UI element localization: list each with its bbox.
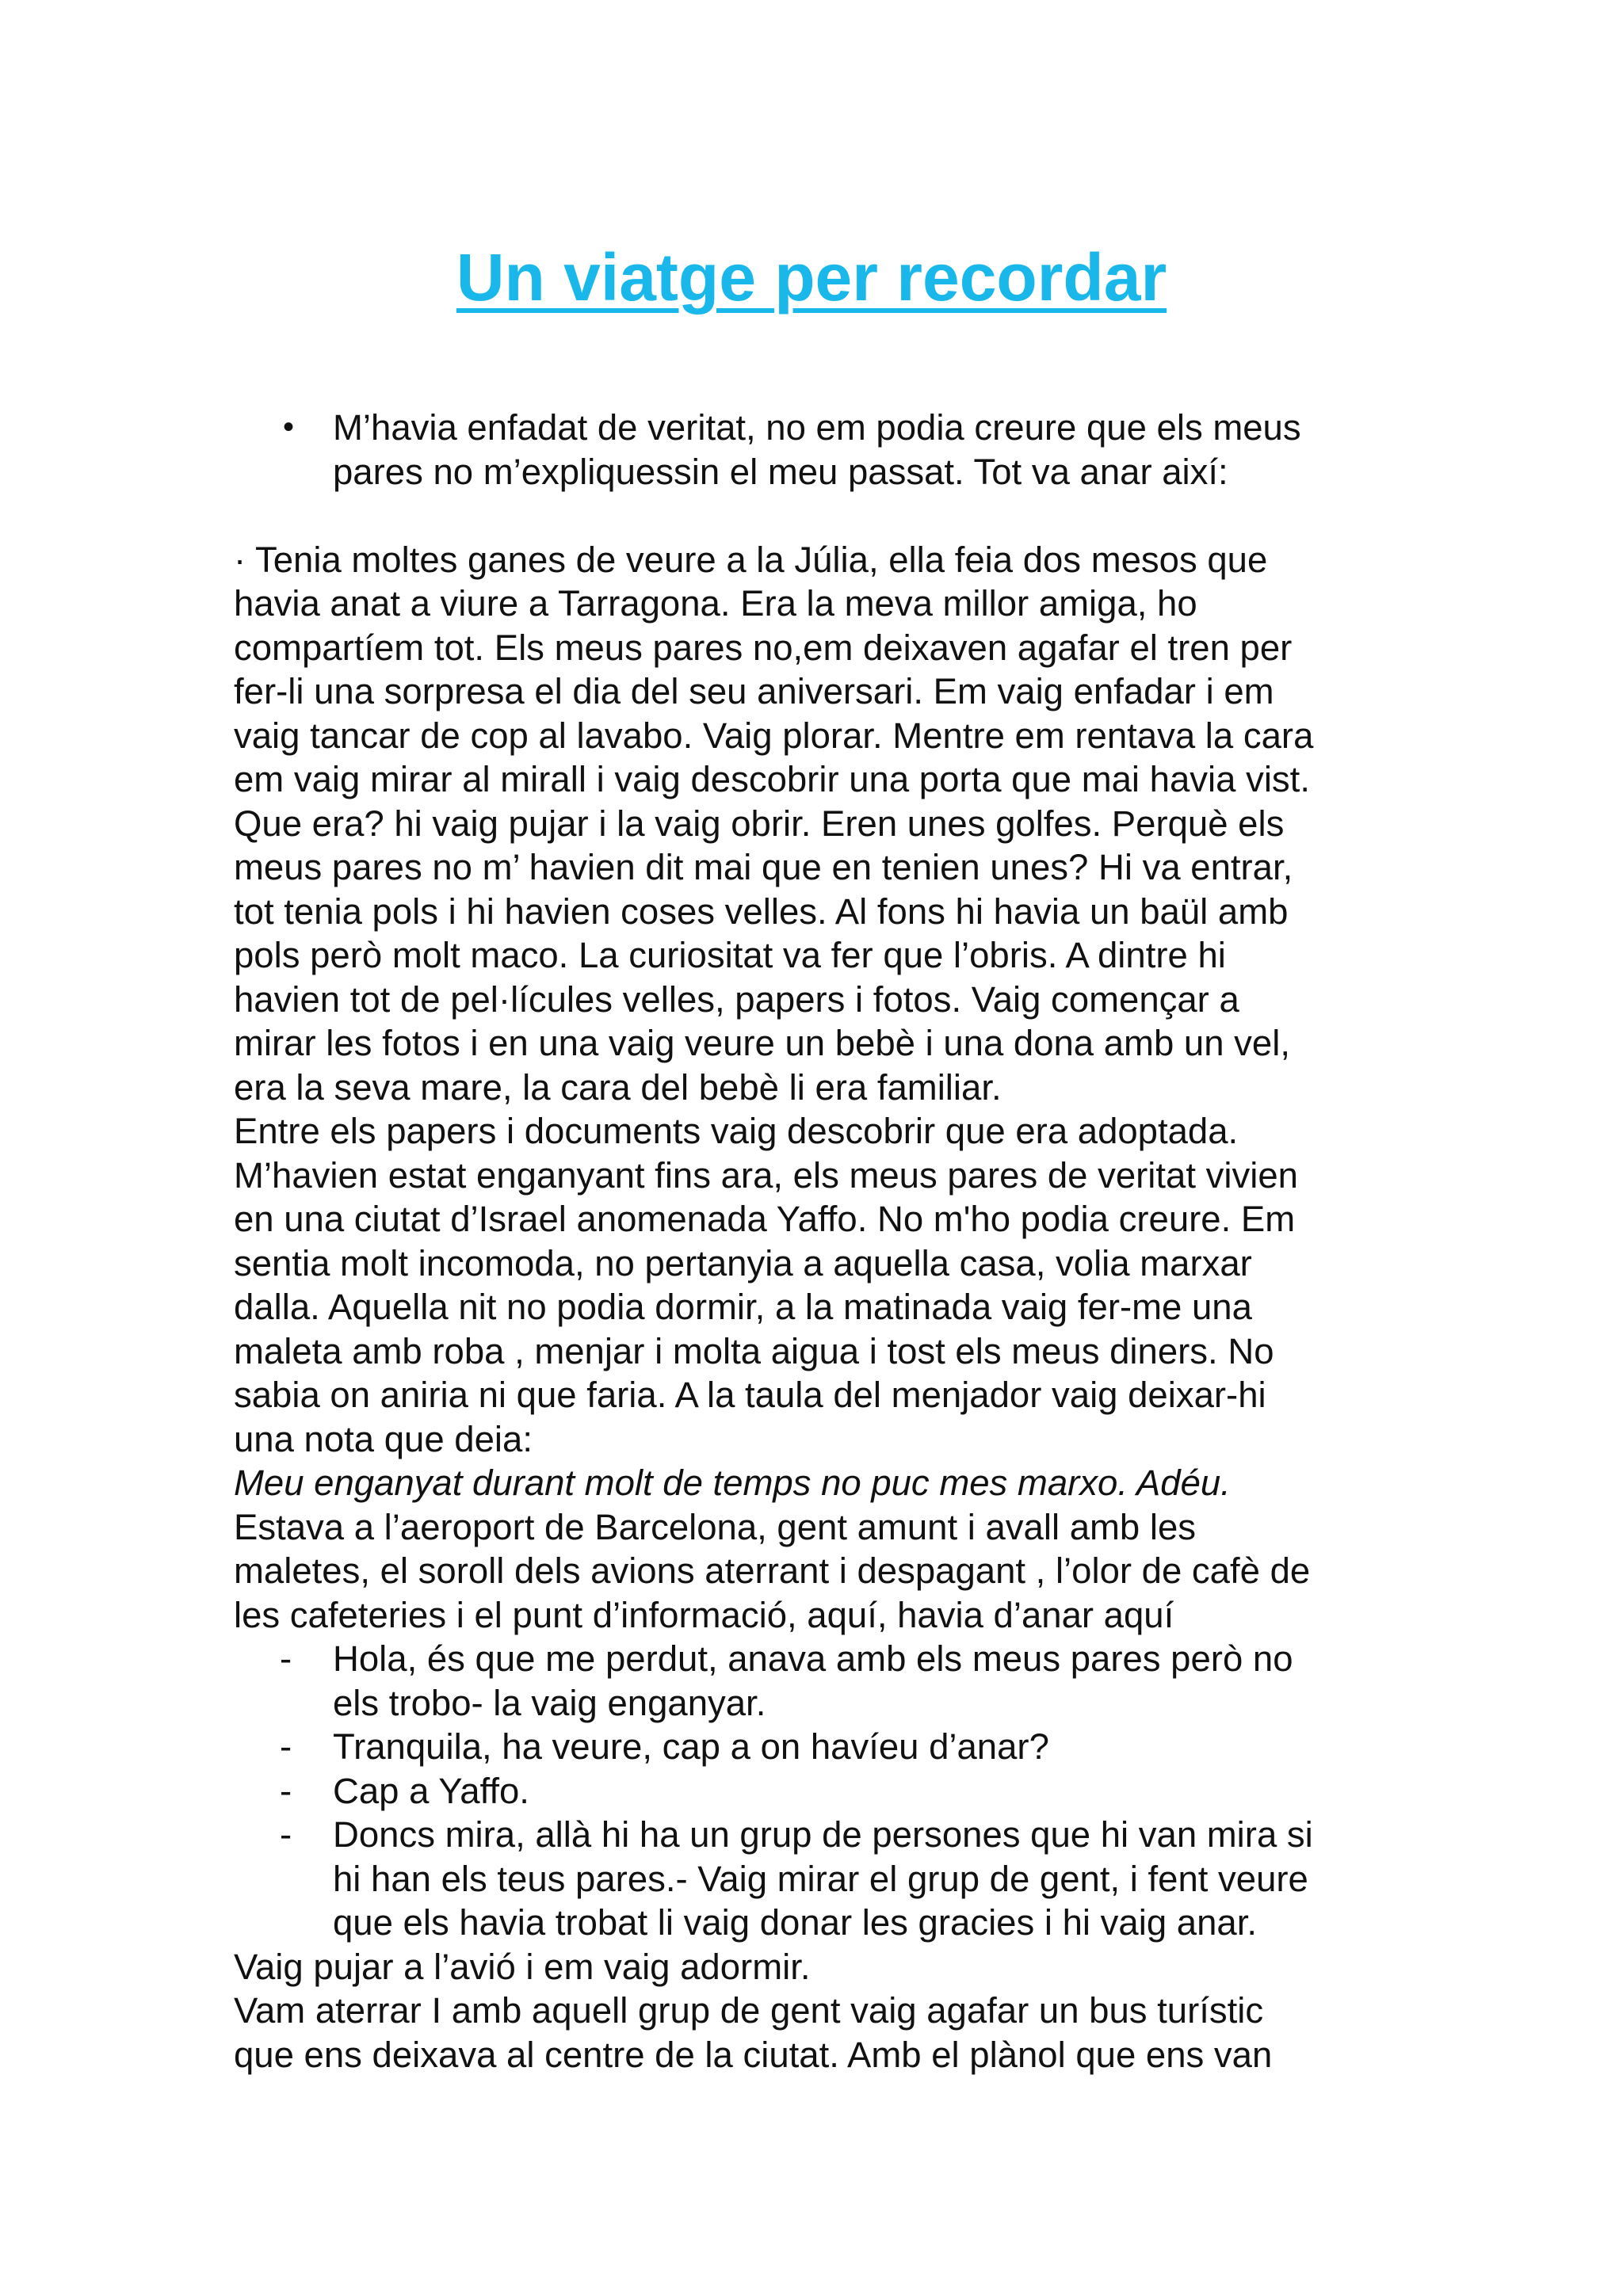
text-line: sabia on aniria ni que faria. A la taula del menjador vaig deixar-hi [234, 1375, 1266, 1415]
dialogue-line: - Doncs mira, allà hi ha un grup de persones que hi van mira si [234, 1813, 1399, 1857]
text-line: maletes, el soroll dels avions aterrant i despagant , l’olor de cafè de [234, 1550, 1311, 1591]
text-line: tot tenia pols i hi havien coses velles. Al fons hi havia un baül amb [234, 891, 1289, 932]
text-line: havia anat a viure a Tarragona. Era la meva millor amiga, ho [234, 583, 1197, 624]
text-line: sentia molt incomoda, no pertanyia a aquella casa, volia marxar [234, 1242, 1252, 1283]
dash-marker: - [280, 1770, 292, 1811]
dialogue-line: - Hola, és que me perdut, anava amb els meus pares però no [234, 1637, 1399, 1681]
text-line: Entre els papers i documents vaig descobrir que era adoptada. [234, 1111, 1239, 1151]
dialogue-item [234, 1769, 1399, 1814]
dialogue-line: - Cap a Yaffo. [234, 1769, 1399, 1814]
dash-marker: - [280, 1814, 292, 1855]
text-line: meus pares no m’ havien dit mai que en tenien unes? Hi va entrar, [234, 847, 1293, 887]
dialogue-list [234, 1637, 1399, 1945]
page-title: Un viatge per recordar [456, 240, 1167, 315]
closing-paragraph [234, 1945, 1399, 2077]
dialogue-line: els trobo- la vaig enganyar. [333, 1682, 766, 1723]
text-line: havien tot de pel·lícules velles, papers i fotos. Vaig començar a [234, 978, 1239, 1020]
text-line: Vam aterrar I amb aquell grup de gent vaig agafar un bus turístic [234, 1990, 1264, 2031]
text-line: en una ciutat d’Israel anomenada Yaffo. No m'ho podia creure. Em [234, 1199, 1296, 1239]
text-line: Vaig pujar a l’avió i em vaig adormir. [234, 1946, 811, 1987]
bullet-line: pares no m’expliquessin el meu passat. Tot va anar així: [333, 451, 1228, 492]
dialogue-line: hi han els teus pares.- Vaig mirar el grup de gent, i fent veure [333, 1858, 1308, 1899]
bullet-marker: • [283, 410, 295, 444]
dialogue-item [234, 1637, 1399, 1725]
dash-marker: - [280, 1638, 292, 1679]
text-line: vaig tancar de cop al lavabo. Vaig plorar. Mentre em rentava la cara [234, 715, 1314, 756]
text-line: compartíem tot. Els meus pares no,em deixaven agafar el tren per [234, 627, 1293, 668]
text-line: una nota que deia: [234, 1418, 533, 1459]
text-line: mirar les fotos i en una vaig veure un bebè i una dona amb un vel, [234, 1023, 1290, 1063]
text-line: em vaig mirar al mirall i vaig descobrir una porta que mai havia vist. [234, 759, 1310, 799]
text-line: fer-li una sorpresa el dia del seu aniversari. Em vaig enfadar i em [234, 671, 1274, 711]
bullet-line: • M’havia enfadat de veritat, no em podia creure que els meus [234, 406, 1399, 450]
text-line: que ens deixava al centre de la ciutat. Amb el plànol que ens van [234, 2034, 1273, 2075]
paragraph-gap [234, 494, 1399, 538]
text-line: · Tenia moltes ganes de veure a la Júlia, ella feia dos mesos que [234, 539, 1268, 580]
airport-paragraph [234, 1505, 1399, 1638]
dialogue-item [234, 1813, 1399, 1945]
intro-bullet [234, 406, 1399, 494]
text-line: era la seva mare, la cara del bebè li era familiar. [234, 1066, 1002, 1108]
text-line: dalla. Aquella nit no podia dormir, a la matinada vaig fer-me una [234, 1287, 1252, 1327]
dialogue-item [234, 1725, 1399, 1769]
text-line: M’havien estat enganyant fins ara, els meus pares de veritat vivien [234, 1154, 1298, 1196]
text-line: Que era? hi vaig pujar i la vaig obrir. Eren unes golfes. Perquè els [234, 803, 1285, 844]
dialogue-line: - Tranquila, ha veure, cap a on havíeu d’anar? [234, 1725, 1399, 1769]
text-line: maleta amb roba , menjar i molta aigua i tost els meus diners. No [234, 1330, 1274, 1371]
document-body [234, 406, 1399, 2077]
text-line: Estava a l’aeroport de Barcelona, gent amunt i avall amb les [234, 1506, 1197, 1547]
text-line: les cafeteries i el punt d’informació, aquí, havia d’anar aquí [234, 1594, 1174, 1635]
note-text: Meu enganyat durant molt de temps no puc mes marxo. Adéu. [234, 1463, 1231, 1503]
dialogue-line: que els havia trobat li vaig donar les gracies i hi vaig anar. [333, 1902, 1257, 1943]
dash-marker: - [280, 1726, 292, 1767]
text-line: pols però molt maco. La curiositat va fer que l’obris. A dintre hi [234, 935, 1226, 975]
main-paragraph [234, 538, 1399, 1462]
